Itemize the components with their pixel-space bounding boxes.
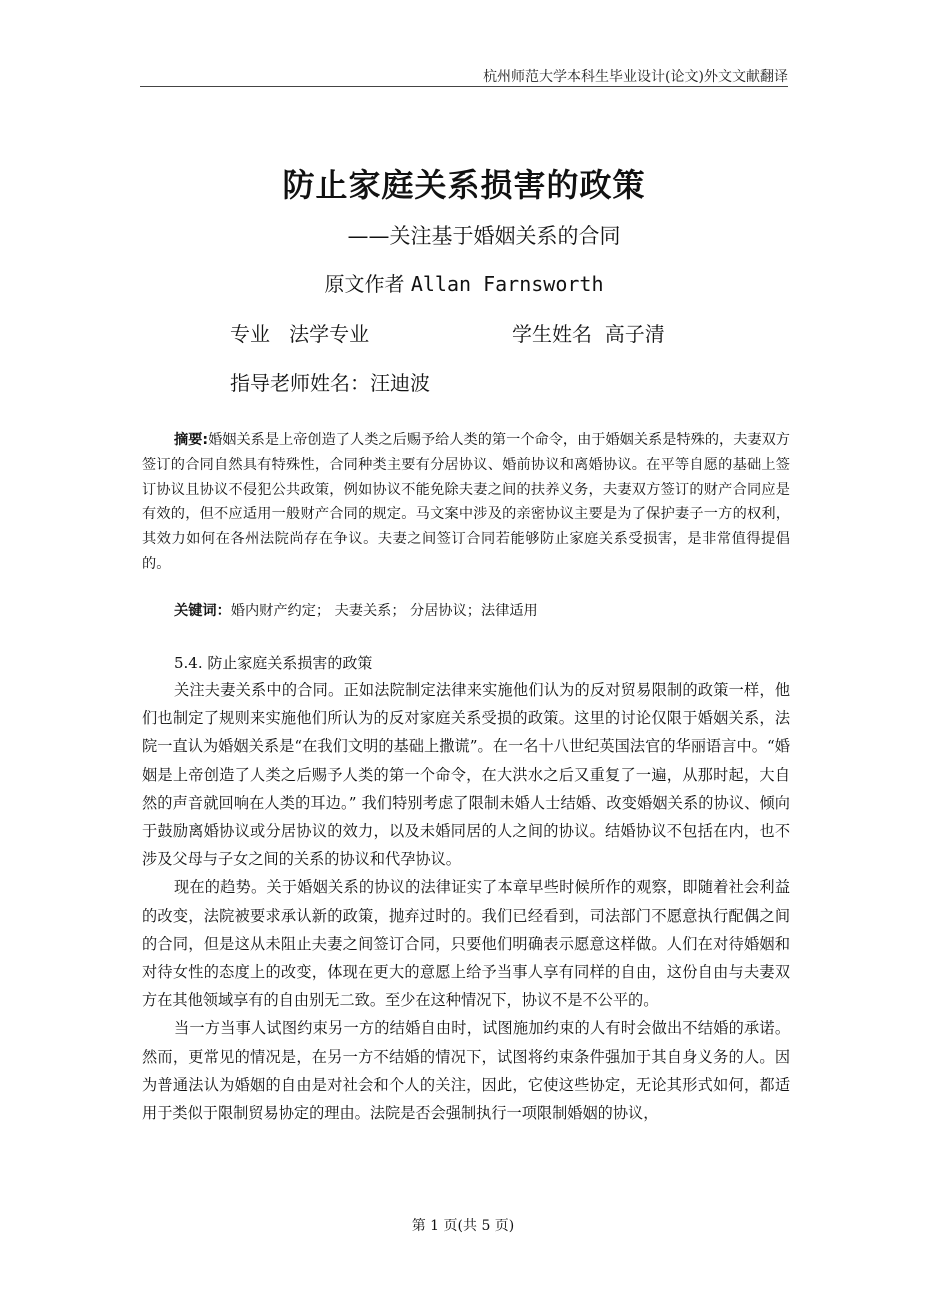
author-label: 原文作者 [324,272,405,296]
advisor-value: 汪迪波 [370,371,430,395]
student-label: 学生姓名 [512,322,592,346]
author-line [140,268,788,297]
abstract [142,428,790,577]
author-name: Allan Farnsworth [410,272,604,296]
document-subtitle: ——关注基于婚姻关系的合同 [347,224,621,248]
student-value: 高子清 [604,322,665,346]
page-footer: 第 1 页(共 5 页) [411,1218,515,1234]
running-header: 杭州师范大学本科生毕业设计(论文)外文文献翻译 [483,69,788,85]
body-paragraph: 现在的趋势。关于婚姻关系的协议的法律证实了本章早些时候所作的观察，即随着社会利益的改变，法院被要求承认新的政策，抛弃过时的。我们已经看到，司法部门不愿意执行配偶之间的合同，但是这从未阻止夫妻之间签订合同，只要他们明确表示愿意这样做。人们在对待婚姻和对待女性的态度上的改变，体现在更大的意愿上给予当事人享有同样的自由，这份自由与夫妻双方在其他领域享有的自由别无二致。至少在这种情况下，协议不是不公平的。 [142,878,790,1010]
student-line [512,318,665,347]
abstract-label: 摘要: [174,432,209,448]
body-paragraph: 当一方当事人试图约束另一方的结婚自由时，试图施加约束的人有时会做出不结婚的承诺。然而，更常见的情况是，在另一方不结婚的情况下，试图将约束条件强加于其自身义务的人。因为普通法认为婚姻的自由是对社会和个人的关注，因此，它使这些协定，无论其形式如何，都适用于类似于限制贸易协定的理由。法院是否会强制执行一项限制婚姻的协议， [142,1019,790,1123]
body-text [142,676,790,1127]
keywords-label: 关键词： [174,603,231,619]
header-divider [140,86,788,87]
body-paragraph: 关注夫妻关系中的合同。正如法院制定法律来实施他们认为的反对贸易限制的政策一样，他们也制定了规则来实施他们所认为的反对家庭关系受损的政策。这里的讨论仅限于婚姻关系，法院一直认为婚姻关系是“在我们文明的基础上撒谎”。在一名十八世纪英国法官的华丽语言中。“婚姻是上帝创造了人类之后赐予人类的第一个命令，在大洪水之后又重复了一遍，从那时起，大自然的声音就回响在人类的耳边。” 我们特别考虑了限制未婚人士结婚、改变婚姻关系的协议、倾向于鼓励离婚协议或分居协议的效力，以及未婚同居的人之间的协议。结婚协议不包括在内，也不涉及父母与子女之间的关系的协议和代孕协议。 [142,681,790,869]
keywords [174,600,538,620]
advisor-label: 指导老师姓名： [230,371,370,395]
major-label: 专业 [230,322,270,346]
major-line [230,318,369,347]
advisor-line [230,367,430,396]
abstract-text: 婚姻关系是上帝创造了人类之后赐予给人类的第一个命令，由于婚姻关系是特殊的，夫妻双方签订的合同自然具有特殊性，合同种类主要有分居协议、婚前协议和离婚协议。在平等自愿的基础上签订协议且协议不侵犯公共政策，例如协议不能免除夫妻之间的扶养义务，夫妻双方签订的财产合同应是有效的，但不应适用一般财产合同的规定。马文案中涉及的亲密协议主要是为了保护妻子一方的权利，其效力如何在各州法院尚存在争议。夫妻之间签订合同若能够防止家庭关系受损害，是非常值得提倡的。 [142,432,790,572]
document-title: 防止家庭关系损害的政策 [282,166,646,204]
section-heading: 5.4. 防止家庭关系损害的政策 [174,654,373,672]
keywords-text: 婚内财产约定； 夫妻关系； 分居协议；法律适用 [230,603,538,619]
major-value: 法学专业 [289,322,370,346]
